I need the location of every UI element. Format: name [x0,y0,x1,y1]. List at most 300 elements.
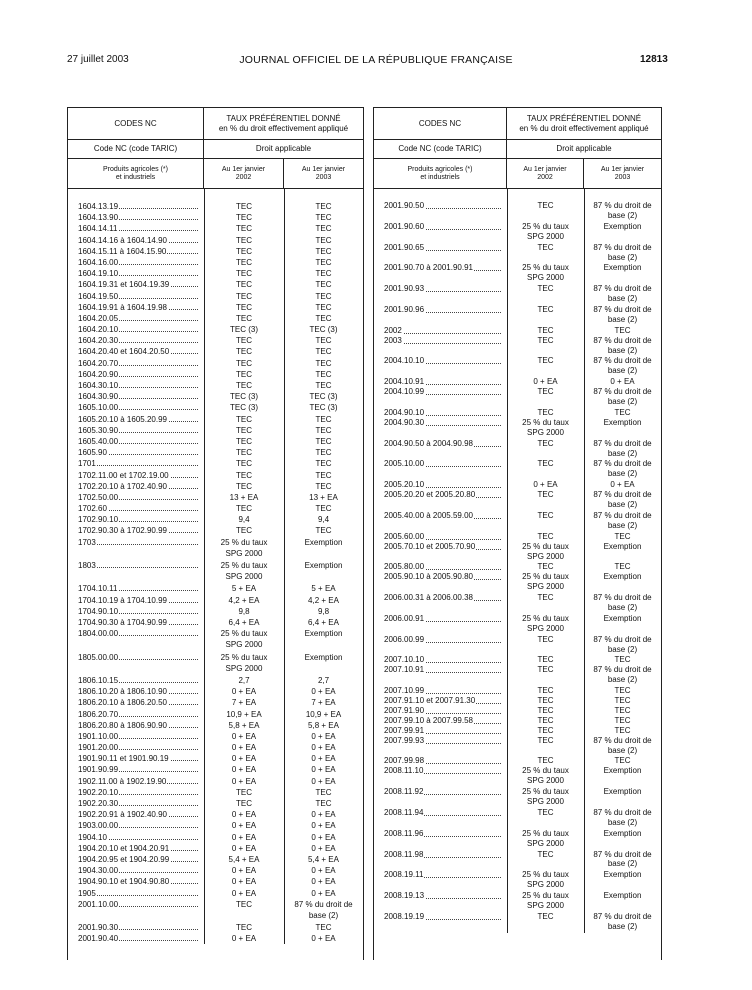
nc-code-cell [68,212,204,223]
col-2002-heading: Au 1er janvier 2002 [507,159,584,188]
nc-code-cell [374,736,507,757]
nc-code-cell [68,820,204,831]
rate-2003: 87 % du droit de base (2) [294,899,353,920]
nc-code-cell [68,720,204,731]
rate-2002: TEC [537,459,554,469]
rate-2002: TEC [236,799,252,808]
rate-2003: 87 % du droit de base (2) [593,807,652,827]
rate-2002: TEC [236,224,252,234]
table-row [68,560,363,583]
table-row [68,324,363,335]
rate-2002: 0 + EA [231,832,257,842]
column-divider [284,189,285,944]
rate-2003: TEC [614,715,631,725]
nc-code: 2001.90.65 [384,242,425,252]
rate-2003: TEC [315,369,332,379]
table-row [68,346,363,357]
rate-2002: TEC [537,634,554,644]
nc-code-cell [68,481,204,492]
table-row [374,726,661,736]
nc-code-cell [68,753,204,764]
nc-code: 2001.90.30 [78,923,119,933]
rate-2003: Exemption [304,537,343,547]
nc-code: 2005.20.10 [384,480,425,490]
table-row [374,850,661,871]
table-row [68,525,363,536]
nc-code: 1604.30.90 [78,392,119,402]
rate-2003: 87 % du droit de base (2) [593,304,652,324]
nc-code: 2004.10.99 [384,387,425,397]
rate-2002: 25 % du taux SPG 2000 [522,572,569,592]
table-row [374,912,661,933]
table-row [68,843,363,854]
nc-code-cell [374,284,507,305]
rate-2002: 25 % du taux SPG 2000 [522,417,569,437]
nc-code-cell [68,922,204,933]
rate-2002: TEC [236,313,252,323]
rate-2003: TEC [315,246,332,256]
table-row [68,458,363,469]
rate-2002: TEC [236,899,252,909]
col-2003-heading: Au 1er janvier 2003 [600,165,645,181]
rate-2002: 25 % du taux SPG 2000 [220,652,268,673]
table-row [68,380,363,391]
rate-2002: TEC [236,347,252,357]
rate-2003: 87 % du droit de base (2) [593,911,652,931]
rate-2003: TEC [315,787,332,797]
nc-code: 1702.90.10 [78,515,119,525]
table-row [374,439,661,460]
nc-code: 2007.10.10 [384,655,425,665]
nc-code-cell [68,470,204,481]
rate-2002: 25 % du taux SPG 2000 [522,263,569,283]
table-row [68,764,363,775]
nc-code-cell [68,606,204,617]
nc-code: 2007.99.91 [384,725,425,735]
nc-code: 2008.11.10 [384,766,424,776]
rate-2003: Exemption [603,891,642,901]
table-row [374,655,661,665]
table-row [374,756,661,766]
tariff-table-right [373,107,662,960]
nc-code: 1604.13.90 [78,213,119,223]
table-row [68,922,363,933]
droit-applicable-heading: Droit applicable [556,144,612,153]
rate-2002: TEC [236,213,252,223]
nc-code-cell [374,201,507,222]
rate-2002: TEC [236,257,252,267]
nc-code: 2004.90.10 [384,407,425,417]
nc-code-cell [68,876,204,887]
nc-code: 2007.10.99 [384,686,425,696]
rate-2003: TEC [614,407,631,417]
taux-heading: TAUX PRÉFÉRENTIEL DONNÉ en % du droit effectivement appliqué [218,113,349,133]
nc-code: 1604.19.31 et 1604.19.39 [78,280,170,290]
table-row [374,614,661,635]
rate-2002: TEC [537,665,554,675]
table-row [374,263,661,284]
rate-2003: TEC [614,756,631,766]
table-row [68,503,363,514]
nc-code-cell [68,933,204,944]
table-body-left [68,189,363,944]
table-row [68,268,363,279]
rate-2003: 0 + EA [311,743,336,753]
rate-2003: 0 + EA [311,687,336,697]
table-row [374,870,661,891]
nc-code: 1605.10.00 [78,403,119,413]
nc-code: 2007.99.98 [384,756,425,766]
rate-2002: 9,4 [238,515,250,525]
nc-code: 1806.10.20 à 1806.10.90 [78,687,167,697]
rate-2003: 0 + EA [311,754,336,764]
nc-code: 1902.20.10 [78,787,119,797]
rate-2003: 0 + EA [311,877,336,887]
rate-2003: 4,2 + EA [308,595,339,605]
table-row [68,798,363,809]
rate-2002: 0 + EA [231,687,257,697]
table-row [68,414,363,425]
nc-code-cell [374,850,507,871]
nc-code: 2007.10.91 [384,665,425,675]
rate-2003: 0 + EA [311,934,336,944]
rate-2002: 25 % du taux SPG 2000 [522,766,569,786]
rate-2003: TEC [614,705,631,715]
nc-code-cell [68,279,204,290]
nc-code-cell [68,583,204,594]
nc-code-cell [68,458,204,469]
nc-code: 2006.00.31 à 2006.00.38 [384,593,473,603]
nc-code: 1702.50.00 [78,492,119,502]
table-row [68,481,363,492]
rate-2002: TEC [236,381,252,390]
rate-2003: TEC (3) [309,403,338,413]
rate-2002: TEC [537,705,554,715]
nc-code-cell [68,686,204,697]
rate-2002: TEC [537,490,554,500]
table-row [374,766,661,787]
rate-2002: TEC [236,291,252,301]
rate-2003: TEC [315,213,332,223]
nc-code: 2005.60.00 [384,531,425,541]
rate-2003: 13 + EA [309,492,338,502]
rate-2002: TEC [236,526,252,536]
rate-2002: 0 + EA [231,877,257,887]
nc-code: 2004.10.10 [384,356,425,366]
nc-code: 1704.10.19 à 1704.10.99 [78,595,167,605]
rate-2003: TEC [614,725,631,735]
nc-code: 2006.00.99 [384,634,425,644]
nc-code-cell [68,201,204,212]
nc-code-cell [68,302,204,313]
table-row [68,583,363,594]
rate-2002: TEC [537,562,554,572]
rate-2003: 0 + EA [610,480,635,490]
nc-code: 1604.30.10 [78,381,119,390]
nc-code-cell [68,525,204,536]
rate-2003: 10,9 + EA [305,709,342,719]
rate-2002: TEC [537,686,554,696]
nc-code: 1804.00.00 [78,629,119,639]
rate-2003: 87 % du droit de base (2) [593,387,652,407]
rate-2003: TEC [315,504,332,514]
nc-code-cell [374,459,507,480]
table-row [68,391,363,402]
rate-2002: TEC [236,436,252,446]
nc-code: 1904.20.95 et 1904.20.99 [78,854,170,864]
table-row [68,652,363,675]
rate-2003: TEC [315,481,332,491]
table-row [68,291,363,302]
table-row [68,212,363,223]
nc-code-cell [68,865,204,876]
nc-code-cell [68,628,204,651]
rate-2002: 9,8 [238,606,250,616]
nc-code: 1702.60 [78,504,107,514]
nc-code: 1702.90.30 à 1702.90.99 [78,526,167,536]
table-row [374,356,661,377]
table-row [68,933,363,944]
nc-code: 1604.20.10 [78,325,119,335]
code-taric-heading: Code NC (code TARIC) [68,140,204,158]
table-row [374,696,661,706]
nc-code-cell [68,537,204,560]
produits-heading: Produits agricoles (*) et industriels [374,159,507,188]
table-row [68,854,363,865]
rate-2002: 25 % du taux SPG 2000 [522,541,569,561]
header-row-sub [374,140,661,159]
nc-code: 1904.30.00 [78,866,119,876]
nc-code-cell [374,542,507,563]
table-row [374,808,661,829]
nc-code: 1605.20.10 à 1605.20.99 [78,414,167,424]
nc-code: 2008.11.92 [384,787,424,797]
rate-2002: 0 + EA [231,754,257,764]
rate-2003: 87 % du droit de base (2) [593,242,652,262]
nc-code-cell [68,223,204,234]
nc-code-cell [68,369,204,380]
rate-2002: TEC [236,369,252,379]
rate-2003: TEC [315,436,332,446]
table-row [68,537,363,560]
nc-code-cell [374,696,507,706]
nc-code-cell [68,235,204,246]
table-row [68,832,363,843]
nc-code: 2008.11.94 [384,807,424,817]
rate-2003: Exemption [603,417,642,427]
column-divider [584,189,585,933]
header-date: 27 juillet 2003 [67,54,129,65]
rate-2002: TEC [236,787,252,797]
table-row [68,335,363,346]
rate-2003: 7 + EA [311,698,336,708]
nc-code: 1605.90 [78,448,107,458]
table-row [68,235,363,246]
nc-code: 1604.19.10 [78,269,119,279]
rate-2002: 25 % du taux SPG 2000 [522,613,569,633]
table-row [374,716,661,726]
rate-2003: TEC [614,531,631,541]
table-row [68,425,363,436]
nc-code: 2007.99.93 [384,735,425,745]
table-row [374,572,661,593]
nc-code: 1604.20.70 [78,358,119,368]
nc-code-cell [68,764,204,775]
nc-code-cell [68,854,204,865]
rate-2002: TEC [236,470,252,480]
nc-code-cell [68,798,204,809]
table-row [374,480,661,490]
nc-code-cell [68,787,204,798]
rate-2002: TEC (3) [230,392,258,402]
rate-2003: 9,4 [317,515,330,525]
nc-code-cell [68,832,204,843]
rate-2002: 0 + EA [231,843,257,853]
nc-code-cell [68,899,204,922]
nc-code: 1806.20.80 à 1806.90.90 [78,720,167,730]
nc-code: 1703 [78,537,96,547]
rate-2003: TEC [315,269,332,279]
nc-code: 2001.90.40 [78,934,119,944]
table-row [68,899,363,922]
rate-2002: 25 % du taux SPG 2000 [522,221,569,241]
produits-heading: Produits agricoles (*) et industriels [68,159,204,188]
nc-code-cell [68,324,204,335]
rate-2002: 2,7 [238,675,250,685]
rate-2002: TEC [236,358,252,368]
rate-2002: 25 % du taux SPG 2000 [522,828,569,848]
rate-2003: 6,4 + EA [308,617,339,627]
column-divider [204,189,205,944]
table-row [68,720,363,731]
table-row [68,820,363,831]
rate-2003: Exemption [603,828,642,838]
nc-code: 2008.19.13 [384,891,425,901]
rate-2003: 0 + EA [311,821,336,831]
rate-2003: TEC [315,313,332,323]
rate-2003: Exemption [603,572,642,582]
nc-code: 1805.00.00 [78,652,119,662]
table-row [68,595,363,606]
nc-code-cell [68,503,204,514]
nc-code: 1604.14.16 à 1604.14.90 [78,235,167,245]
nc-code: 2004.90.30 [384,417,425,427]
rate-2003: Exemption [603,766,642,776]
nc-code-cell [374,418,507,439]
rate-2003: 0 + EA [311,888,336,898]
table-row [374,542,661,563]
nc-code-cell [374,665,507,686]
nc-code: 1604.15.11 à 1604.15.90 [78,246,167,256]
rate-2002: 0 + EA [231,934,257,944]
nc-code: 1704.90.30 à 1704.90.99 [78,617,167,627]
rate-2003: 87 % du droit de base (2) [593,593,652,612]
rate-2003: TEC [315,302,332,312]
nc-code-cell [374,766,507,787]
nc-code: 1604.16.00 [78,257,119,267]
nc-code-cell [374,829,507,850]
nc-code-cell [68,436,204,447]
rate-2003: TEC [315,448,332,458]
rate-2003: TEC [315,257,332,267]
tariff-table-left [67,107,364,960]
rate-2003: TEC [614,655,631,665]
table-row [374,387,661,408]
rate-2003: TEC [315,336,332,346]
nc-code: 1604.20.30 [78,336,119,346]
table-row [374,635,661,656]
rate-2002: TEC [236,504,252,514]
nc-code: 2001.10.00 [78,899,119,909]
rate-2002: TEC [537,242,554,252]
rate-2002: 0 + EA [231,821,257,831]
nc-code: 2001.90.70 à 2001.90.91 [384,263,473,273]
nc-code-cell [374,870,507,891]
rate-2002: TEC [537,387,554,397]
nc-code-cell [374,787,507,808]
codes-nc-heading: CODES NC [374,108,507,139]
table-row [68,492,363,503]
rate-2002: TEC [537,593,554,603]
code-taric-heading: Code NC (code TARIC) [374,140,507,158]
table-row [68,447,363,458]
rate-2003: TEC [315,224,332,234]
rate-2003: Exemption [304,561,343,571]
rate-2002: 0 + EA [231,810,257,820]
rate-2002: TEC [537,335,554,345]
rate-2002: TEC [236,336,252,346]
table-row [374,490,661,511]
nc-code-cell [68,709,204,720]
table-row [68,358,363,369]
nc-code-cell [68,595,204,606]
header-row-titles [68,108,363,140]
nc-code-cell [374,356,507,377]
rate-2002: 7 + EA [231,698,257,708]
rate-2003: Exemption [603,221,642,231]
rate-2003: 87 % du droit de base (2) [593,735,652,755]
table-row [68,675,363,686]
nc-code-cell [68,380,204,391]
nc-code-cell [68,257,204,268]
rate-2003: 0 + EA [311,776,336,786]
table-row [374,222,661,243]
nc-code-cell [68,425,204,436]
nc-code: 2008.19.19 [384,911,425,921]
header-row-titles [374,108,661,140]
rate-2003: 5,8 + EA [308,720,339,730]
rate-2002: TEC [537,696,554,706]
rate-2003: 5 + EA [311,584,336,594]
rate-2002: TEC [236,280,252,290]
nc-code-cell [68,809,204,820]
column-divider [507,189,508,933]
rate-2003: TEC (3) [309,325,338,335]
nc-code: 2005.40.00 à 2005.59.00 [384,510,473,520]
rate-2002: TEC [537,725,554,735]
nc-code-cell [68,843,204,854]
table-row [374,408,661,418]
rate-2002: TEC [537,849,554,859]
nc-code-cell [374,686,507,696]
table-row [374,593,661,614]
table-row [68,776,363,787]
nc-code-cell [374,243,507,264]
rate-2003: TEC [315,799,332,808]
rate-2002: TEC [236,269,252,279]
rate-2003: 87 % du droit de base (2) [593,201,652,220]
rate-2003: TEC [315,923,332,933]
